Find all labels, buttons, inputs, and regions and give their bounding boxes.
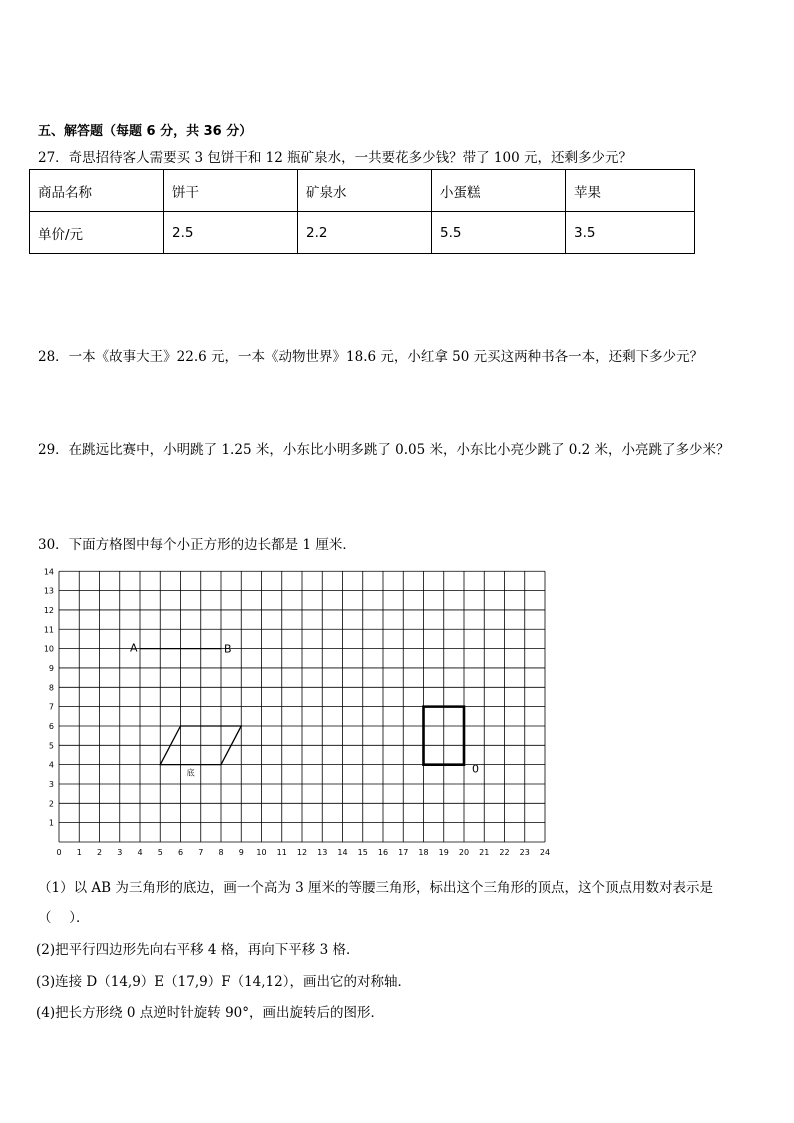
x-tick-label: 14 [337,848,348,857]
table-header-cell: 矿泉水 [298,170,432,212]
x-tick-label: 0 [56,848,62,857]
question-30-sub2: (2)把平行四边形先向右平移 4 格，再向下平移 3 格． [36,942,360,958]
price-table [29,169,695,254]
point-b-label: B [224,642,232,656]
grid-lines [59,571,545,842]
x-tick-label: 10 [256,848,267,857]
x-tick-label: 7 [198,848,204,857]
y-tick-label: 12 [43,605,54,615]
question-30-text: 30．下面方格图中每个小正方形的边长都是 1 厘米． [38,537,356,553]
y-tick-label: 9 [48,663,54,673]
question-30-sub4: (4)把长方形绕 0 点逆时针旋转 90°，画出旋转后的图形． [36,1005,385,1021]
y-tick-label: 5 [48,741,54,751]
y-tick-label: 7 [48,702,54,712]
question-30-sub3: (3)连接 D（14,9）E（17,9）F（14,12），画出它的对称轴． [36,974,411,990]
table-row [30,212,695,254]
grid-shapes [130,642,479,778]
question-30-sub1-line2: （ ）． [38,910,90,926]
table-header-cell: 小蛋糕 [432,170,566,212]
table-header-cell: 饼干 [164,170,298,212]
x-tick-label: 8 [218,848,224,857]
y-tick-label: 10 [43,644,54,654]
x-tick-label: 16 [377,848,389,857]
x-tick-label: 23 [519,848,530,857]
x-tick-label: 18 [418,848,429,857]
x-tick-label: 13 [317,848,328,857]
point-a-label: A [130,641,138,655]
x-tick-label: 15 [357,848,368,857]
y-tick-label: 11 [43,625,54,635]
x-tick-label: 2 [96,848,103,857]
x-tick-label: 3 [117,848,123,857]
question-29-text: 29．在跳远比赛中，小明跳了 1.25 米，小东比小明多跳了 0.05 米，小东比小亮少跳了 0.2 米，小亮跳了多少米？ [38,442,730,458]
question-28-text: 28．一本《故事大王》22.6 元，一本《动物世界》18.6 元，小红拿 50 元买这两种书各一本，还剩下多少元？ [38,349,704,365]
x-tick-label: 17 [398,848,409,857]
x-tick-label: 5 [157,848,163,857]
x-tick-label: 4 [137,848,143,857]
table-cell: 单价/元 [30,212,164,254]
y-tick-label: 4 [48,760,54,770]
section-title: 五、解答题（每题 6 分，共 36 分） [38,124,253,139]
y-tick-label: 2 [48,799,54,809]
x-tick-label: 11 [276,848,287,857]
y-tick-label: 8 [48,683,54,693]
x-tick-label: 12 [296,848,308,857]
table-cell: 2.5 [164,212,298,254]
x-tick-label: 9 [238,848,244,857]
x-tick-label: 21 [479,848,490,857]
y-tick-label: 14 [43,567,54,577]
coordinate-grid [30,562,560,860]
base-label: 底 [186,768,195,778]
y-tick-label: 1 [48,818,54,828]
x-tick-label: 20 [458,848,470,857]
y-tick-label: 3 [48,779,54,789]
x-tick-label: 24 [539,848,551,857]
table-cell: 3.5 [566,212,695,254]
x-tick-label: 1 [76,848,82,857]
x-tick-label: 22 [499,848,510,857]
table-header-cell: 商品名称 [30,170,164,212]
question-30-sub1-line1: （1）以 AB 为三角形的底边，画一个高为 3 厘米的等腰三角形，标出这个三角形的顶点，这个顶点用数对表示是 [38,880,714,896]
table-cell: 5.5 [432,212,566,254]
y-tick-label: 13 [43,586,54,596]
x-tick-label: 6 [177,848,184,857]
table-header-cell: 苹果 [566,170,695,212]
x-tick-label: 19 [438,848,449,857]
y-tick-label: 6 [48,721,54,731]
rotation-point-label: 0 [472,762,479,776]
table-header-row [30,170,695,212]
question-27-text: 27．奇思招待客人需要买 3 包饼干和 12 瓶矿泉水，一共要花多少钱？带了 100 元，还剩多少元？ [38,150,632,166]
table-cell: 2.2 [298,212,432,254]
